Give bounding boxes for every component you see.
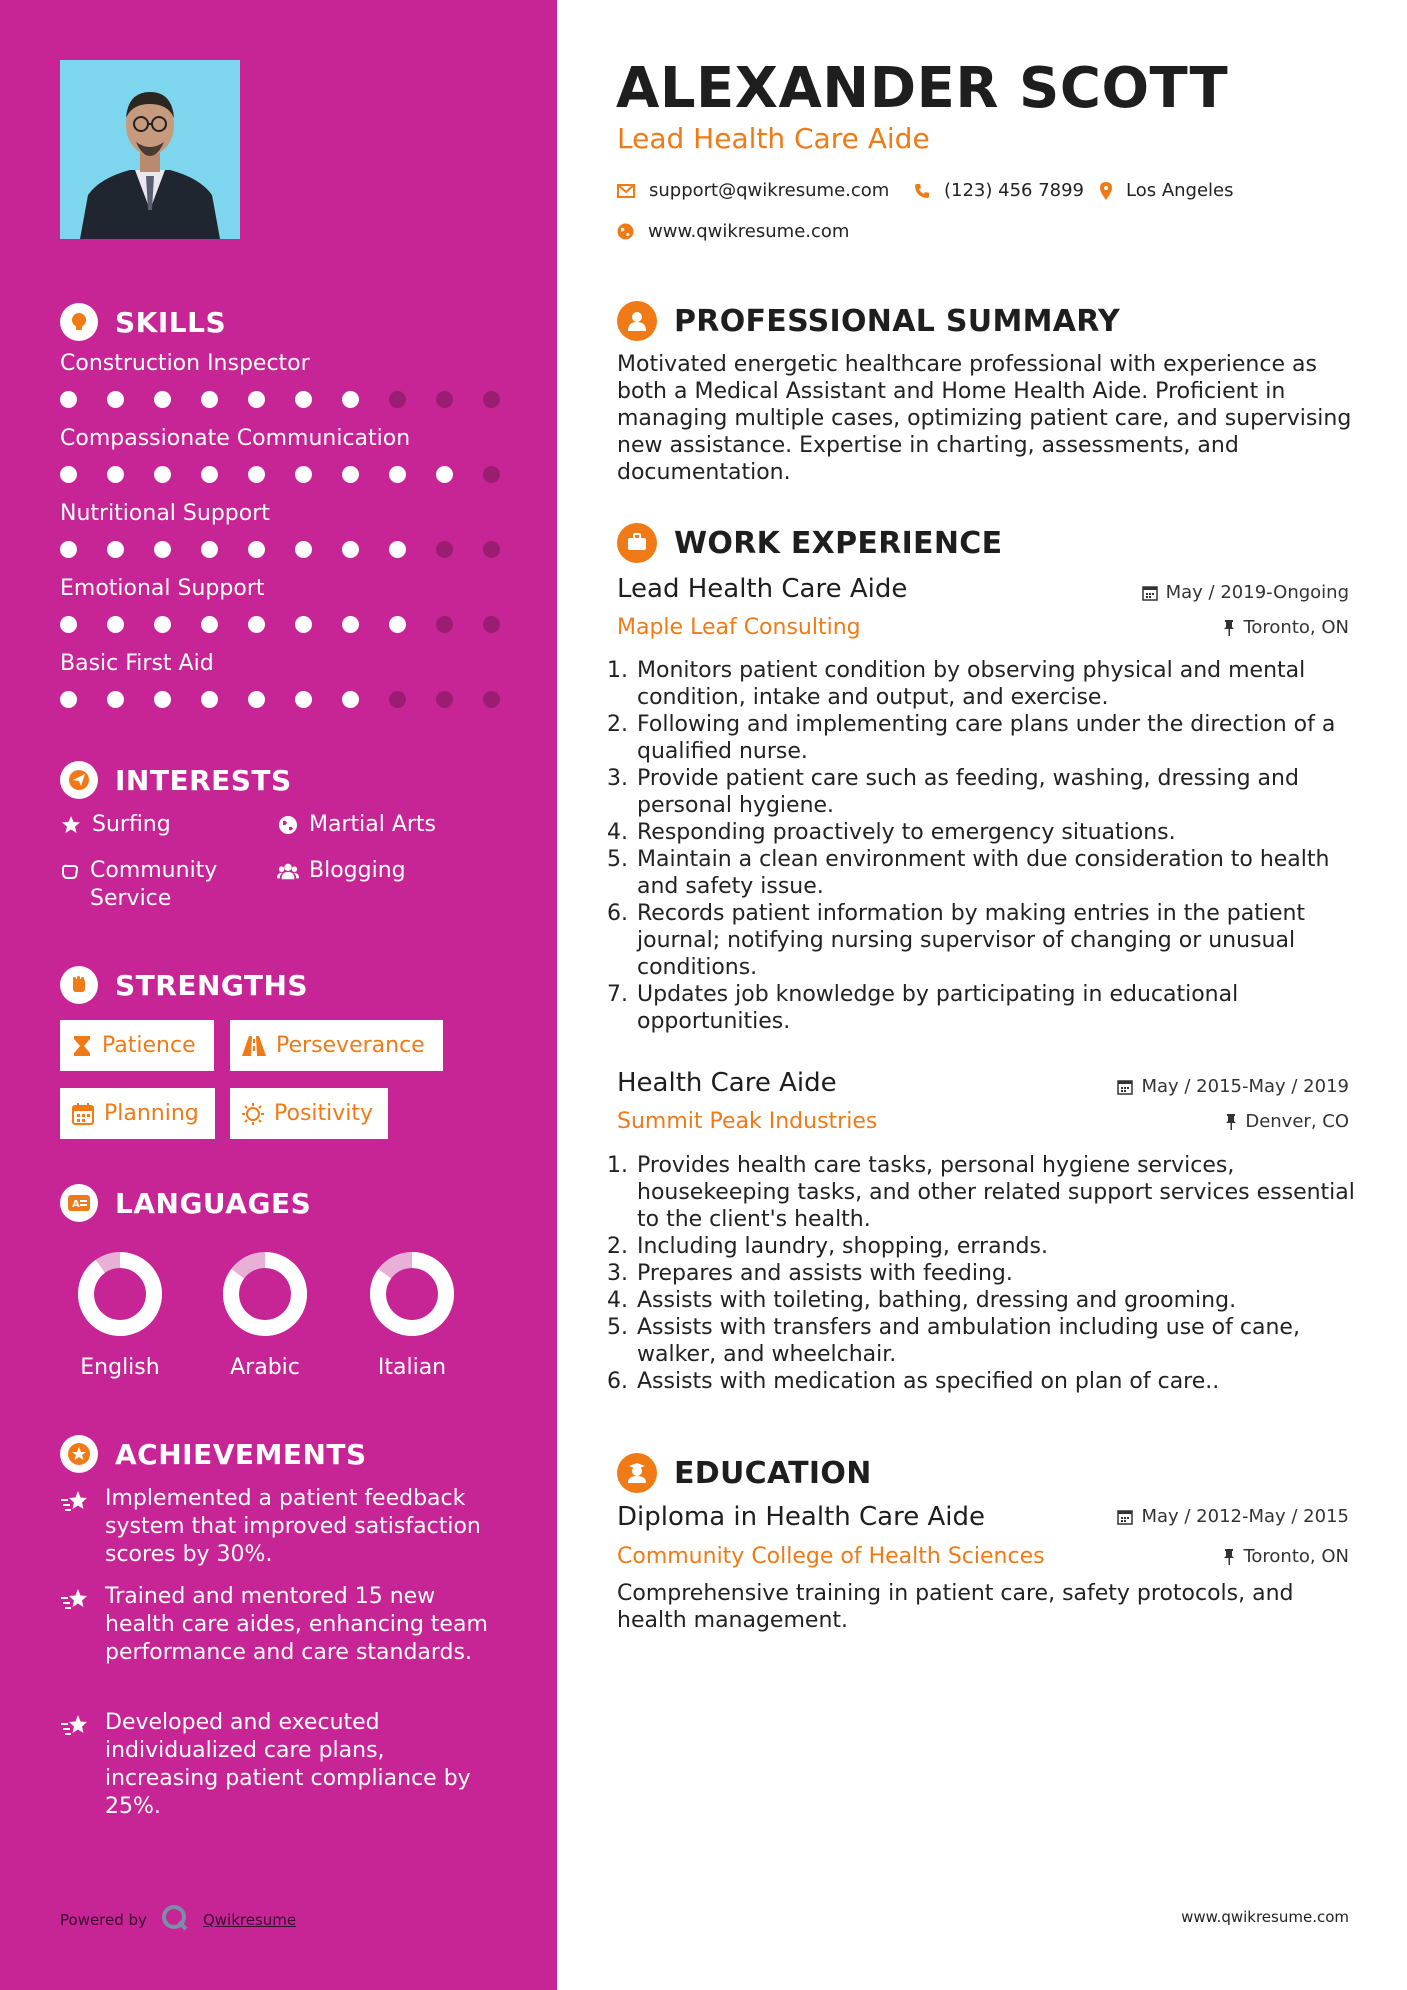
skill-dot	[483, 691, 500, 708]
education-title: EDUCATION	[674, 1455, 872, 1491]
skill-dot	[436, 541, 453, 558]
strength-label: Planning	[104, 1101, 199, 1126]
strength-badge	[60, 1088, 215, 1139]
sun-icon	[242, 1103, 264, 1125]
website-text[interactable]: www.qwikresume.com	[648, 221, 850, 242]
duty-item: 2. Including laundry, shopping, errands.	[635, 1233, 1375, 1260]
skill-dot	[154, 541, 171, 558]
user-icon	[617, 301, 657, 341]
education-location-text: Toronto, ON	[1243, 1546, 1349, 1567]
interest-label: Blogging	[309, 858, 406, 883]
skill-dot	[154, 466, 171, 483]
language-item	[65, 1249, 175, 1380]
language-ring	[210, 1249, 320, 1339]
language-item	[357, 1249, 467, 1380]
duty-item: 1. Provides health care tasks, personal hygiene services, housekeeping tasks, and other related support services essential to the client's health.	[635, 1152, 1375, 1233]
interest-item	[277, 857, 497, 885]
skill-dot	[107, 616, 124, 633]
language-label: English	[80, 1355, 160, 1380]
envelope-icon	[617, 184, 635, 198]
skill-dot	[248, 391, 265, 408]
skill-dot	[201, 616, 218, 633]
fist-icon	[60, 966, 98, 1004]
duty-item: 3. Prepares and assists with feeding.	[635, 1260, 1375, 1287]
job-title: Health Care Aide	[617, 1068, 837, 1098]
skill-dot	[342, 466, 359, 483]
skill-dot	[483, 616, 500, 633]
skill-name: Compassionate Communication	[60, 426, 411, 451]
duty-item: 7. Updates job knowledge by participating in educational opportunities.	[635, 981, 1375, 1035]
shooting-star-icon	[60, 1485, 93, 1524]
skill-dot	[154, 616, 171, 633]
skill-dot	[60, 391, 77, 408]
brand-link[interactable]: Qwikresume	[202, 1911, 297, 1929]
skill-dot	[483, 541, 500, 558]
job-date-text: May / 2019-Ongoing	[1165, 582, 1349, 603]
achievement-text: Implemented a patient feedback system that improved satisfaction scores by 30%.	[105, 1486, 481, 1567]
skill-dot	[342, 616, 359, 633]
skills-heading	[60, 303, 226, 341]
interest-label: Martial Arts	[309, 812, 437, 837]
job-location	[1225, 1111, 1349, 1132]
job-date-text: May / 2015-May / 2019	[1141, 1076, 1349, 1097]
school-name: Community College of Health Sciences	[617, 1544, 1045, 1569]
interest-item	[277, 811, 497, 839]
sidebar	[0, 0, 557, 1990]
skill-dot	[389, 391, 406, 408]
education-description: Comprehensive training in patient care, safety protocols, and health management.	[617, 1581, 1294, 1633]
skill-name: Construction Inspector	[60, 351, 310, 376]
calendar-icon	[1142, 585, 1158, 601]
achievement-text: Developed and executed individualized care plans, increasing patient compliance by 25%.	[105, 1710, 471, 1819]
shooting-star-icon	[60, 1583, 93, 1622]
svg-text:A: A	[72, 1199, 80, 1210]
interest-item	[60, 811, 260, 839]
degree-title: Diploma in Health Care Aide	[617, 1502, 985, 1532]
company-name: Maple Leaf Consulting	[617, 615, 861, 640]
users-icon	[277, 857, 299, 881]
job-duties	[610, 1152, 1375, 1395]
education-location	[1223, 1546, 1349, 1567]
education-date-text: May / 2012-May / 2015	[1141, 1506, 1349, 1527]
candidate-role: Lead Health Care Aide	[617, 122, 930, 155]
languages-title: LANGUAGES	[115, 1186, 312, 1220]
language-label: Italian	[377, 1355, 447, 1380]
skill-rating	[60, 616, 530, 633]
trophy-star-icon	[60, 1435, 98, 1473]
strength-label: Positivity	[274, 1101, 374, 1126]
skill-dot	[389, 541, 406, 558]
skill-dot	[342, 391, 359, 408]
skill-dot	[107, 541, 124, 558]
skill-dot	[248, 466, 265, 483]
summary-text: Motivated energetic healthcare professional with experience as both a Medical Assistant and Home Health Aide. Proficient in managing multiple cases, optimizing patient care, and supervising new assistance. Expertise in charting, assessments, and documentation.	[617, 352, 1352, 485]
skill-rating	[60, 391, 530, 408]
skill-dot	[436, 466, 453, 483]
education-heading	[617, 1453, 872, 1493]
contact-phone	[914, 180, 1084, 201]
skill-dot	[295, 541, 312, 558]
strength-badge	[230, 1020, 443, 1071]
skill-dot	[60, 466, 77, 483]
calendar-icon	[72, 1103, 94, 1125]
language-label: Arabic	[230, 1355, 300, 1380]
duty-item: 5. Maintain a clean environment with due consideration to health and safety issue.	[635, 846, 1375, 900]
calendar-icon	[1117, 1079, 1133, 1095]
contact-location	[1100, 180, 1234, 201]
footer-url[interactable]: www.qwikresume.com	[1181, 1908, 1349, 1926]
languages-heading	[60, 1184, 311, 1222]
job-location	[1223, 617, 1349, 638]
globe-icon	[617, 223, 634, 240]
duty-item: 6. Assists with medication as specified on plan of care..	[635, 1368, 1375, 1395]
strengths-title: STRENGTHS	[115, 968, 309, 1002]
skill-dot	[295, 466, 312, 483]
skill-dot	[295, 691, 312, 708]
skill-dot	[436, 616, 453, 633]
duty-item: 3. Provide patient care such as feeding, washing, dressing and personal hygiene.	[635, 765, 1375, 819]
contact-email	[617, 180, 889, 201]
job-title: Lead Health Care Aide	[617, 574, 908, 604]
skill-dot	[60, 691, 77, 708]
road-icon	[242, 1036, 266, 1056]
skill-dot	[60, 616, 77, 633]
skill-dot	[295, 616, 312, 633]
lightbulb-icon	[60, 303, 98, 341]
achievement-item	[60, 1709, 500, 1821]
job-location-text: Toronto, ON	[1243, 617, 1349, 638]
achievements-heading	[60, 1435, 367, 1473]
strength-badge	[60, 1020, 214, 1071]
phone-text: (123) 456 7899	[944, 180, 1085, 201]
pushpin-icon	[1223, 620, 1235, 636]
skill-dot	[295, 391, 312, 408]
skill-dot	[248, 691, 265, 708]
education-date	[1117, 1506, 1349, 1527]
language-icon	[60, 1184, 98, 1222]
job-location-text: Denver, CO	[1245, 1111, 1349, 1132]
interest-label: Community Service	[90, 858, 218, 911]
skill-dot	[342, 691, 359, 708]
duty-item: 1. Monitors patient condition by observing physical and mental condition, intake and output, and exercise.	[635, 657, 1375, 711]
strength-badge	[230, 1088, 388, 1139]
skill-dot	[436, 691, 453, 708]
briefcase-icon	[617, 523, 657, 563]
skill-dot	[248, 616, 265, 633]
job-duties	[610, 657, 1375, 1035]
skill-dot	[483, 466, 500, 483]
graduate-icon	[617, 1453, 657, 1493]
skill-dot	[483, 391, 500, 408]
location-text: Los Angeles	[1126, 180, 1234, 201]
job-date	[1117, 1076, 1349, 1097]
achievement-item	[60, 1485, 500, 1569]
strength-label: Perseverance	[276, 1033, 425, 1058]
paper-plane-icon	[60, 761, 98, 799]
skill-dot	[154, 391, 171, 408]
skill-dot	[60, 541, 77, 558]
skill-dot	[436, 391, 453, 408]
skill-dot	[107, 466, 124, 483]
star-icon	[60, 811, 82, 835]
job-date	[1142, 582, 1349, 603]
skill-name: Emotional Support	[60, 576, 265, 601]
powered-by-label: Powered by	[60, 1911, 147, 1929]
globe-icon	[277, 811, 299, 835]
pushpin-icon	[1225, 1114, 1237, 1130]
skill-dot	[201, 691, 218, 708]
pushpin-icon	[1223, 1549, 1235, 1565]
skill-dot	[342, 541, 359, 558]
profile-photo	[60, 60, 240, 239]
achievements-title: ACHIEVEMENTS	[115, 1437, 367, 1471]
skill-rating	[60, 466, 530, 483]
email-text[interactable]: support@qwikresume.com	[649, 180, 890, 201]
skill-name: Nutritional Support	[60, 501, 270, 526]
contact-website	[617, 221, 849, 242]
language-item	[210, 1249, 320, 1380]
skill-dot	[201, 541, 218, 558]
skill-dot	[107, 391, 124, 408]
skill-name: Basic First Aid	[60, 651, 214, 676]
calendar-icon	[1117, 1509, 1133, 1525]
qwikresume-logo-icon	[161, 1904, 189, 1936]
candidate-name: ALEXANDER SCOTT	[616, 56, 1229, 121]
interests-title: INTERESTS	[115, 763, 292, 797]
hourglass-icon	[72, 1035, 92, 1057]
interest-label: Surfing	[92, 812, 171, 837]
duty-item: 5. Assists with transfers and ambulation including use of cane, walker, and wheelchair.	[635, 1314, 1375, 1368]
hand-icon	[60, 857, 80, 881]
map-pin-icon	[1100, 182, 1112, 200]
skill-dot	[201, 466, 218, 483]
achievement-item	[60, 1583, 500, 1667]
phone-icon	[914, 183, 930, 199]
skill-dot	[154, 691, 171, 708]
duty-item: 6. Records patient information by making entries in the patient journal; notifying nursing supervisor of changing or unusual conditions.	[635, 900, 1375, 981]
skill-rating	[60, 691, 530, 708]
strengths-heading	[60, 966, 308, 1004]
powered-by	[60, 1904, 296, 1936]
achievement-text: Trained and mentored 15 new health care aides, enhancing team performance and care standards.	[105, 1584, 488, 1665]
skill-dot	[107, 691, 124, 708]
skill-dot	[389, 616, 406, 633]
summary-heading	[617, 301, 1120, 341]
interest-item	[60, 857, 260, 913]
strength-label: Patience	[102, 1033, 196, 1058]
language-ring	[357, 1249, 467, 1339]
skill-dot	[389, 466, 406, 483]
experience-title: WORK EXPERIENCE	[674, 525, 1003, 561]
duty-item: 4. Assists with toileting, bathing, dressing and grooming.	[635, 1287, 1375, 1314]
skills-title: SKILLS	[115, 305, 227, 339]
company-name: Summit Peak Industries	[617, 1109, 878, 1134]
interests-heading	[60, 761, 292, 799]
language-ring	[65, 1249, 175, 1339]
experience-heading	[617, 523, 1002, 563]
duty-item: 4. Responding proactively to emergency situations.	[635, 819, 1375, 846]
skill-dot	[248, 541, 265, 558]
skill-dot	[201, 391, 218, 408]
skill-dot	[389, 691, 406, 708]
shooting-star-icon	[60, 1709, 93, 1748]
duty-item: 2. Following and implementing care plans under the direction of a qualified nurse.	[635, 711, 1375, 765]
summary-title: PROFESSIONAL SUMMARY	[674, 303, 1121, 339]
skill-rating	[60, 541, 530, 558]
